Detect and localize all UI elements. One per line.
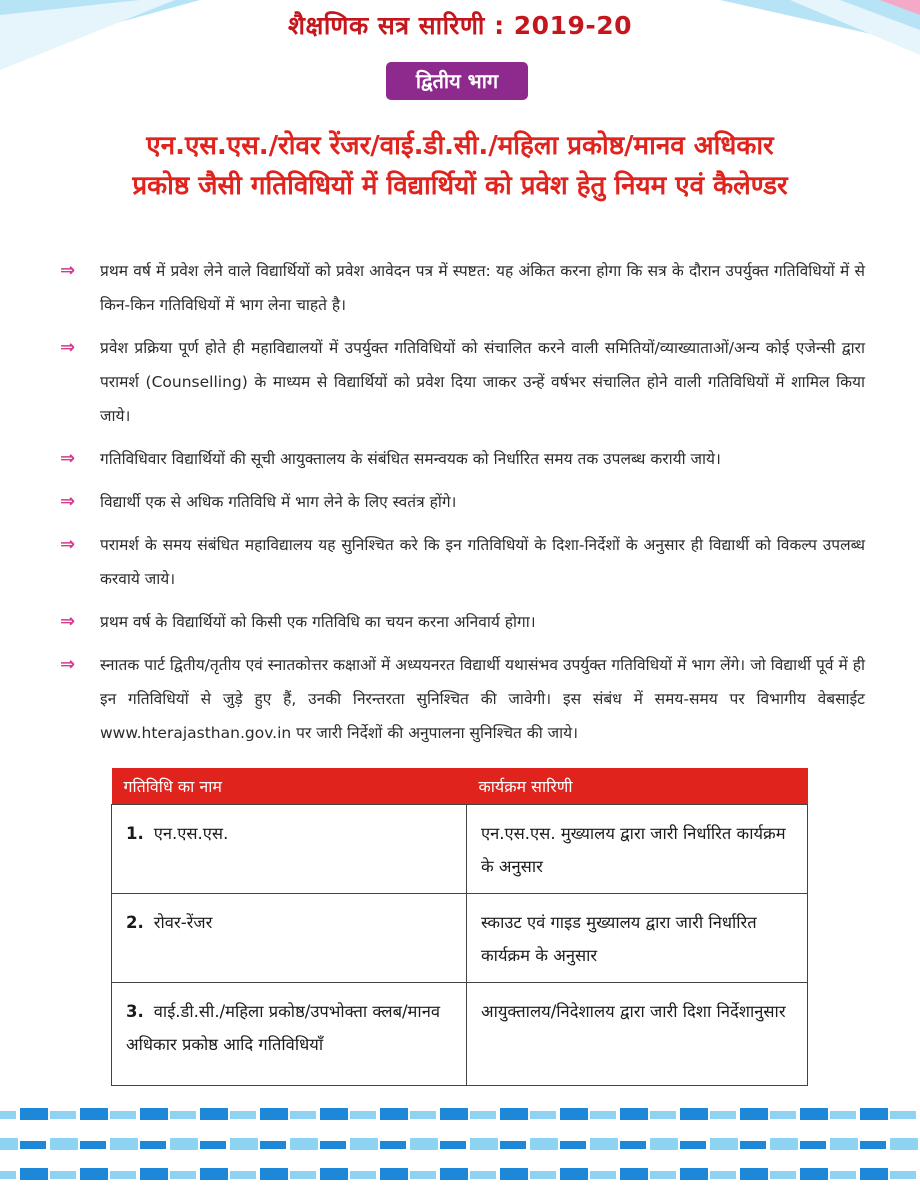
- stripe-dash: [590, 1111, 616, 1119]
- stripe-dash: [830, 1111, 856, 1119]
- stripe-dash: [20, 1168, 48, 1180]
- stripe-dash: [0, 1138, 18, 1150]
- activity-schedule-table: [111, 768, 808, 1086]
- stripe-dash: [320, 1108, 348, 1120]
- rules-list: [60, 254, 865, 759]
- stripe-dash: [650, 1171, 676, 1179]
- rule-text: प्रथम वर्ष में प्रवेश लेने वाले विद्यार्थियों को प्रवेश आवेदन पत्र में स्पष्टत: यह अंकित करना होगा कि सत्र के दौरान उपर्युक्त गतिविधियों में से किन-किन गतिविधियों में भाग लेना चाहते है।: [100, 262, 865, 314]
- stripe-dash: [380, 1141, 406, 1149]
- stripe-dash: [470, 1111, 496, 1119]
- stripe-dash: [380, 1108, 408, 1120]
- row-number: 1.: [126, 824, 144, 843]
- stripe-dash: [650, 1138, 678, 1150]
- rule-text: गतिविधिवार विद्यार्थियों की सूची आयुक्तालय के संबंधित समन्वयक को निर्धारित समय तक उपलब्ध करायी जाये।: [100, 450, 721, 468]
- table-row: [112, 894, 808, 983]
- stripe-dash: [170, 1138, 198, 1150]
- rule-item: [60, 605, 865, 639]
- stripe-dash: [560, 1141, 586, 1149]
- stripe-dash: [800, 1168, 828, 1180]
- stripe-dash: [860, 1108, 888, 1120]
- stripe-dash: [500, 1108, 528, 1120]
- stripe-dash: [500, 1141, 526, 1149]
- stripe-dash: [320, 1141, 346, 1149]
- stripe-dash: [350, 1111, 376, 1119]
- stripe-dash: [560, 1108, 588, 1120]
- stripe-dash: [770, 1111, 796, 1119]
- stripe-dash: [140, 1108, 168, 1120]
- stripe-dash: [710, 1138, 738, 1150]
- rule-item: [60, 648, 865, 750]
- stripe-dash: [350, 1171, 376, 1179]
- stripe-dash: [170, 1111, 196, 1119]
- stripe-dash: [470, 1138, 498, 1150]
- double-arrow-icon: ⇒: [60, 534, 72, 555]
- schedule-cell: स्काउट एवं गाइड मुख्यालय द्वारा जारी निर्धारित कार्यक्रम के अनुसार: [467, 894, 808, 983]
- stripe-dash: [200, 1168, 228, 1180]
- stripe-dash: [260, 1108, 288, 1120]
- stripe-dash: [410, 1171, 436, 1179]
- activity-cell: [112, 805, 467, 894]
- heading-line-2: प्रकोष्ठ जैसी गतिविधियों में विद्यार्थियों को प्रवेश हेतु नियम एवं कैलेण्डर: [132, 171, 788, 201]
- stripe-dash: [140, 1141, 166, 1149]
- stripe-dash: [260, 1168, 288, 1180]
- rule-text: विद्यार्थी एक से अधिक गतिविधि में भाग लेने के लिए स्वतंत्र होंगे।: [100, 493, 457, 511]
- stripe-dash: [290, 1171, 316, 1179]
- rule-item: [60, 331, 865, 433]
- stripe-dash: [770, 1138, 798, 1150]
- bottom-dash-pattern-decoration: [0, 1100, 920, 1197]
- stripe-dash: [80, 1141, 106, 1149]
- stripe-dash: [320, 1168, 348, 1180]
- stripe-dash: [710, 1171, 736, 1179]
- stripe-dash: [650, 1111, 676, 1119]
- stripe-dash: [0, 1171, 16, 1179]
- stripe-dash: [170, 1171, 196, 1179]
- rule-text: प्रथम वर्ष के विद्यार्थियों को किसी एक गतिविधि का चयन करना अनिवार्य होगा।: [100, 613, 536, 631]
- stripe-dash: [50, 1138, 78, 1150]
- stripe-dash: [140, 1168, 168, 1180]
- stripe-dash: [380, 1168, 408, 1180]
- stripe-dash: [890, 1171, 916, 1179]
- stripe-dash: [440, 1141, 466, 1149]
- stripe-dash: [590, 1171, 616, 1179]
- stripe-dash: [530, 1111, 556, 1119]
- header-activity-name: गतिविधि का नाम: [112, 768, 467, 805]
- stripe-dash: [530, 1171, 556, 1179]
- stripe-dash: [830, 1171, 856, 1179]
- stripe-dash: [830, 1138, 858, 1150]
- stripe-dash: [620, 1108, 648, 1120]
- stripe-dash: [50, 1111, 76, 1119]
- header-program-schedule: कार्यक्रम सारिणी: [467, 768, 808, 805]
- schedule-cell: आयुक्तालय/निदेशालय द्वारा जारी दिशा निर्देशानुसार: [467, 983, 808, 1086]
- stripe-dash: [290, 1138, 318, 1150]
- stripe-dash: [350, 1138, 378, 1150]
- activity-name: रोवर-रेंजर: [153, 913, 213, 932]
- stripe-dash: [290, 1111, 316, 1119]
- stripe-dash: [110, 1171, 136, 1179]
- stripe-dash: [80, 1168, 108, 1180]
- stripe-dash: [890, 1111, 916, 1119]
- stripe-dash: [620, 1141, 646, 1149]
- stripe-dash: [470, 1171, 496, 1179]
- table-header-row: [112, 768, 808, 805]
- stripe-dash: [740, 1141, 766, 1149]
- page-title: शैक्षणिक सत्र सारिणी : 2019-20: [287, 11, 633, 40]
- rule-text: स्नातक पार्ट द्वितीय/तृतीय एवं स्नातकोत्तर कक्षाओं में अध्ययनरत विद्यार्थी यथासंभव उपर्युक्त गतिविधियों में भाग लेंगे। जो विद्यार्थी पूर्व में ही इन गतिविधियों से जुड़े हुए हैं, उनकी निरन्तरता सुनिश्चित की जावेगी। इस संबंध में समय-समय पर विभागीय वेबसाईट www.hterajasthan.gov.in पर जारी निर्देशों की अनुपालना सुनिश्चित की जाये।: [100, 656, 865, 742]
- stripe-dash: [710, 1111, 736, 1119]
- activity-name: वाई.डी.सी./महिला प्रकोष्ठ/उपभोक्ता क्लब/मानव अधिकार प्रकोष्ठ आदि गतिविधियाँ: [126, 1002, 441, 1054]
- stripe-dash: [230, 1171, 256, 1179]
- stripe-dash: [500, 1168, 528, 1180]
- stripe-dash: [860, 1168, 888, 1180]
- double-arrow-icon: ⇒: [60, 491, 72, 512]
- stripe-dash: [680, 1168, 708, 1180]
- rule-item: [60, 442, 865, 476]
- stripe-dash: [80, 1108, 108, 1120]
- stripe-dash: [620, 1168, 648, 1180]
- rule-item: [60, 485, 865, 519]
- stripe-dash: [680, 1108, 708, 1120]
- stripe-dash: [800, 1141, 826, 1149]
- stripe-dash: [200, 1141, 226, 1149]
- stripe-dash: [110, 1138, 138, 1150]
- double-arrow-icon: ⇒: [60, 654, 72, 675]
- row-number: 3.: [126, 1002, 144, 1021]
- activity-name: एन.एस.एस.: [153, 824, 229, 843]
- stripe-dash: [740, 1168, 768, 1180]
- stripe-dash: [410, 1138, 438, 1150]
- stripe-dash: [230, 1138, 258, 1150]
- double-arrow-icon: ⇒: [60, 611, 72, 632]
- stripe-dash: [440, 1108, 468, 1120]
- double-arrow-icon: ⇒: [60, 337, 72, 358]
- rule-text: परामर्श के समय संबंधित महाविद्यालय यह सुनिश्चित करे कि इन गतिविधियों के दिशा-निर्देशों के अनुसार ही विद्यार्थी को विकल्प उपलब्ध करवाये जाये।: [100, 536, 865, 588]
- heading-line-1: एन.एस.एस./रोवर रेंजर/वाई.डी.सी./महिला प्रकोष्ठ/मानव अधिकार: [146, 131, 774, 161]
- rule-item: [60, 254, 865, 322]
- stripe-dash: [50, 1171, 76, 1179]
- stripe-dash: [560, 1168, 588, 1180]
- activity-cell: [112, 983, 467, 1086]
- stripe-dash: [770, 1171, 796, 1179]
- stripe-dash: [800, 1108, 828, 1120]
- stripe-dash: [200, 1108, 228, 1120]
- stripe-dash: [260, 1141, 286, 1149]
- row-number: 2.: [126, 913, 144, 932]
- stripe-dash: [410, 1111, 436, 1119]
- stripe-dash: [20, 1108, 48, 1120]
- schedule-cell: एन.एस.एस. मुख्यालय द्वारा जारी निर्धारित कार्यक्रम के अनुसार: [467, 805, 808, 894]
- stripe-dash: [20, 1141, 46, 1149]
- stripe-dash: [890, 1138, 918, 1150]
- rule-text: प्रवेश प्रक्रिया पूर्ण होते ही महाविद्यालयों में उपर्युक्त गतिविधियों को संचालित करने वाली समितियों/व्याख्याताओं/अन्य कोई एजेन्सी द्वारा परामर्श (Counselling) के माध्यम से विद्यार्थियों को प्रवेश दिया जाकर उन्हें वर्षभर संचालित होने वाली गतिविधियों में शामिल किया जाये।: [100, 339, 865, 425]
- stripe-dash: [740, 1108, 768, 1120]
- stripe-dash: [110, 1111, 136, 1119]
- stripe-dash: [590, 1138, 618, 1150]
- activity-cell: [112, 894, 467, 983]
- stripe-dash: [530, 1138, 558, 1150]
- stripe-dash: [860, 1141, 886, 1149]
- main-heading: [0, 126, 920, 206]
- stripe-dash: [440, 1168, 468, 1180]
- stripe-dash: [230, 1111, 256, 1119]
- stripe-dash: [680, 1141, 706, 1149]
- stripe-dash: [0, 1111, 16, 1119]
- part-badge: द्वितीय भाग: [386, 62, 528, 100]
- table-row: [112, 805, 808, 894]
- table-row: [112, 983, 808, 1086]
- double-arrow-icon: ⇒: [60, 260, 72, 281]
- double-arrow-icon: ⇒: [60, 448, 72, 469]
- rule-item: [60, 528, 865, 596]
